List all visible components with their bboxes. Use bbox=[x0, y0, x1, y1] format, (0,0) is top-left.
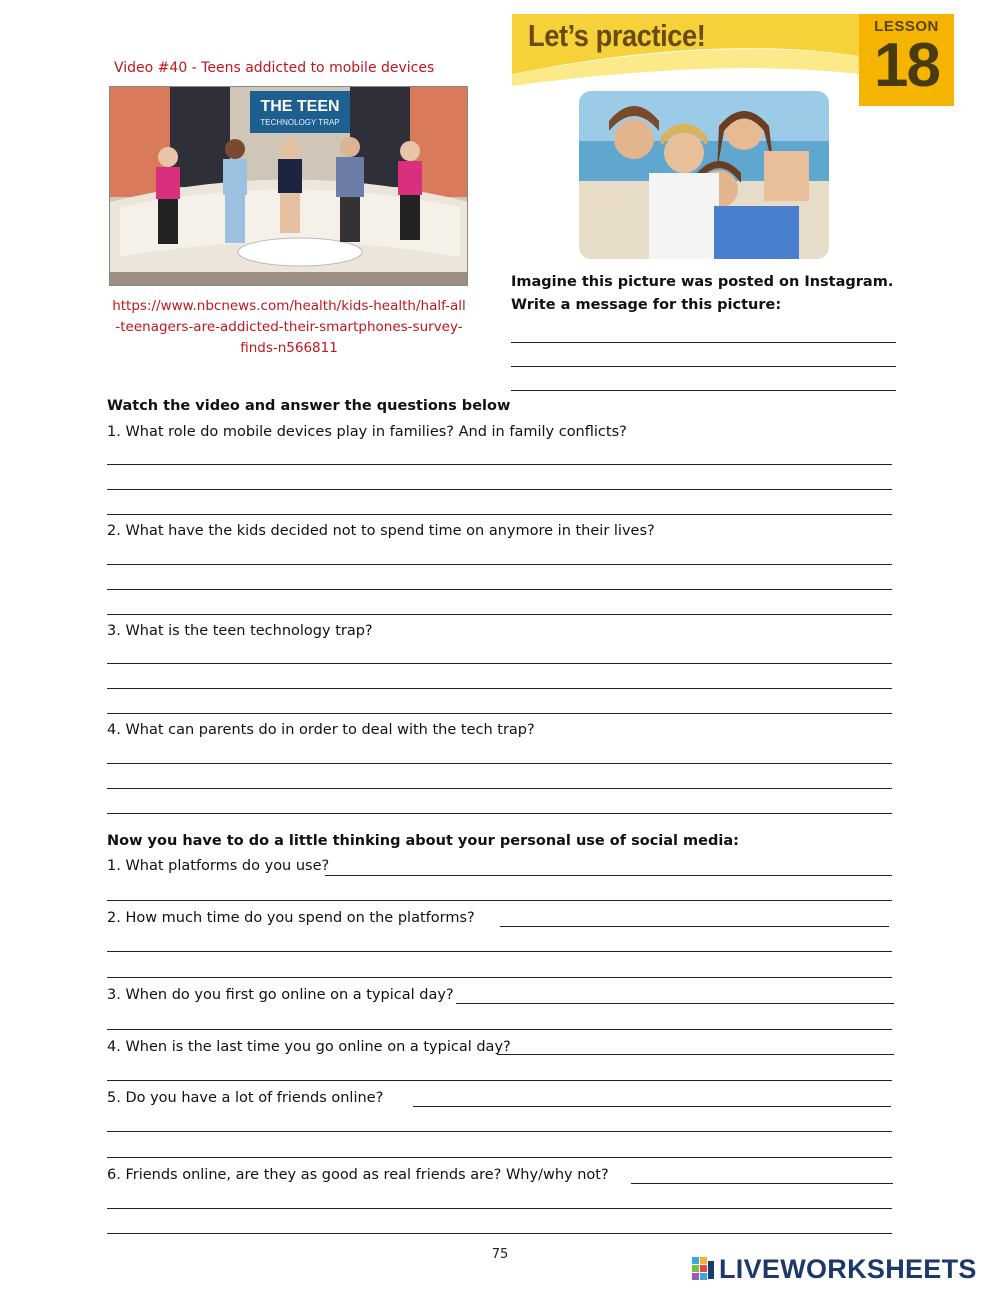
answer-line[interactable] bbox=[107, 663, 892, 664]
lesson-number: 18 bbox=[874, 31, 939, 100]
answer-line[interactable] bbox=[456, 1003, 894, 1004]
answer-line[interactable] bbox=[107, 564, 892, 565]
video-questions-heading: Watch the video and answer the questions below bbox=[107, 398, 511, 414]
answer-line[interactable] bbox=[107, 788, 892, 789]
answer-line[interactable] bbox=[107, 1157, 892, 1158]
social-question-5: 5. Do you have a lot of friends online? bbox=[107, 1090, 384, 1106]
answer-line[interactable] bbox=[107, 1208, 892, 1209]
video-question-1: 1. What role do mobile devices play in families? And in family conflicts? bbox=[107, 424, 627, 440]
video-url-link[interactable]: https://www.nbcnews.com/health/kids-health/half-all -teenagers-are-addicted-their-smartphones-survey- finds-n566811 bbox=[112, 298, 466, 356]
answer-line[interactable] bbox=[107, 589, 892, 590]
answer-line[interactable] bbox=[107, 763, 892, 764]
video-question-2: 2. What have the kids decided not to spend time on anymore in their lives? bbox=[107, 523, 655, 539]
video-question-4: 4. What can parents do in order to deal with the tech trap? bbox=[107, 722, 535, 738]
friends-photo bbox=[579, 91, 829, 259]
answer-line[interactable] bbox=[107, 977, 892, 978]
answer-line[interactable] bbox=[107, 688, 892, 689]
social-question-4: 4. When is the last time you go online on a typical day? bbox=[107, 1039, 511, 1055]
liveworksheets-logo[interactable] bbox=[692, 1254, 977, 1284]
answer-line[interactable] bbox=[107, 1029, 892, 1030]
answer-line[interactable] bbox=[107, 900, 892, 901]
answer-line[interactable] bbox=[325, 875, 892, 876]
answer-line[interactable] bbox=[107, 464, 892, 465]
answer-line[interactable] bbox=[107, 489, 892, 490]
video-question-3: 3. What is the teen technology trap? bbox=[107, 623, 373, 639]
thumbnail-caption-line2: TECHNOLOGY TRAP bbox=[260, 118, 340, 127]
answer-line[interactable] bbox=[413, 1106, 891, 1107]
instagram-answer-line[interactable] bbox=[511, 342, 896, 343]
brand-text: LIVEWORKSHEETS bbox=[719, 1253, 977, 1284]
page-number: 75 bbox=[491, 1247, 509, 1262]
video-title: Video #40 - Teens addicted to mobile devices bbox=[114, 60, 435, 76]
answer-line[interactable] bbox=[107, 1233, 892, 1234]
answer-line[interactable] bbox=[631, 1183, 893, 1184]
answer-line[interactable] bbox=[107, 713, 892, 714]
answer-line[interactable] bbox=[107, 813, 892, 814]
answer-line[interactable] bbox=[107, 1131, 892, 1132]
video-thumbnail[interactable] bbox=[109, 86, 468, 286]
answer-line[interactable] bbox=[107, 951, 892, 952]
social-question-3: 3. When do you first go online on a typical day? bbox=[107, 987, 454, 1003]
social-question-2: 2. How much time do you spend on the platforms? bbox=[107, 910, 475, 926]
answer-line[interactable] bbox=[107, 1080, 892, 1081]
instagram-answer-line[interactable] bbox=[511, 390, 896, 391]
tv-studio-image bbox=[110, 87, 468, 286]
instagram-prompt: Imagine this picture was posted on Instagram. Write a message for this picture: bbox=[511, 274, 894, 313]
answer-line[interactable] bbox=[500, 926, 889, 927]
page-title: Let’s practice! bbox=[528, 18, 706, 53]
answer-line[interactable] bbox=[497, 1054, 894, 1055]
social-question-1: 1. What platforms do you use? bbox=[107, 858, 330, 874]
thumbnail-caption-line1: THE TEEN bbox=[260, 98, 340, 115]
answer-line[interactable] bbox=[107, 614, 892, 615]
lesson-label: LESSON bbox=[874, 18, 939, 35]
social-question-6: 6. Friends online, are they as good as real friends are? Why/why not? bbox=[107, 1167, 609, 1183]
social-media-heading: Now you have to do a little thinking about your personal use of social media: bbox=[107, 833, 739, 849]
liveworksheets-icon bbox=[692, 1257, 716, 1281]
instagram-answer-line[interactable] bbox=[511, 366, 896, 367]
answer-line[interactable] bbox=[107, 514, 892, 515]
